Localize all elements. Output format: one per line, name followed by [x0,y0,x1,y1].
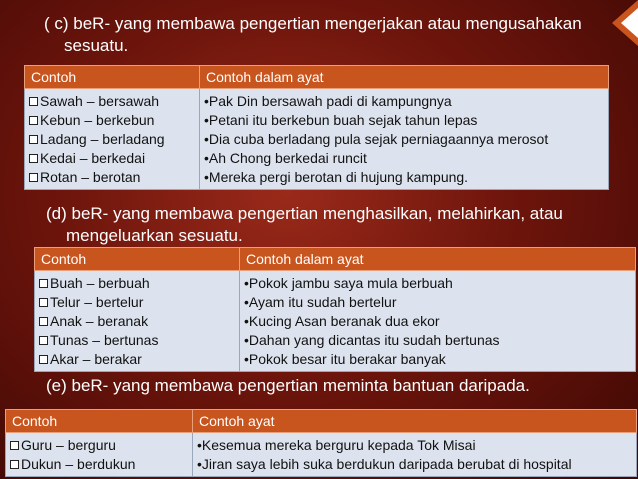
table-header-ayat: Contoh ayat [193,410,637,433]
sentence-item: •Pokok besar itu berakar banyak [244,351,446,367]
sentence-item: •Dia cuba berladang pula sejak perniagaannya merosot [204,131,549,147]
list-item: Kedai – berkedai [29,149,195,168]
table-header-row [25,66,609,89]
checkbox-bullet-icon [39,355,48,364]
sentence-item: •Pokok jambu saya mula berbuah [244,275,453,291]
sentence-item: •Ah Chong berkedai runcit [204,150,367,166]
sentence-item: •Kesemua mereka berguru kepada Tok Misai [197,437,476,453]
table-header-contoh: Contoh [35,248,240,271]
table-header-contoh: Contoh [25,66,200,89]
section-c-heading-line1: ( c) beR- yang membawa pengertian mengerjakan atau mengusahakan [44,14,582,33]
checkbox-bullet-icon [10,441,19,450]
examples-cell [25,89,200,190]
examples-cell [6,433,193,477]
sentence-item: •Kucing Asan beranak dua ekor [244,313,440,329]
checkbox-bullet-icon [29,173,38,182]
table-header-ayat: Contoh dalam ayat [240,248,636,271]
list-item: Guru – berguru [10,436,188,455]
table-row [35,271,636,372]
sentences-cell [193,433,637,477]
sentence-item: •Pak Din bersawah padi di kampungnya [204,93,452,109]
table-row [25,89,609,190]
sentence-item: •Ayam itu sudah bertelur [244,294,397,310]
sentence-item: •Jiran saya lebih suka berdukun daripada berubat di hospital [197,456,572,472]
table-row [6,433,637,477]
list-item: Tunas – bertunas [39,331,235,350]
list-item: Rotan – berotan [29,168,195,187]
table-header-row [6,410,637,433]
checkbox-bullet-icon [39,336,48,345]
section-c-heading-line2: sesuatu. [64,36,129,55]
section-d-heading [46,203,563,247]
table-header-row [35,248,636,271]
list-item: Dukun – berdukun [10,455,188,474]
checkbox-bullet-icon [39,298,48,307]
checkbox-bullet-icon [29,116,38,125]
examples-cell [35,271,240,372]
checkbox-bullet-icon [39,279,48,288]
section-e-heading-line1: (e) beR- yang membawa pengertian meminta bantuan daripada. [46,376,530,395]
list-item: Akar – berakar [39,350,235,369]
table-header-ayat: Contoh dalam ayat [200,66,609,89]
checkbox-bullet-icon [10,460,19,469]
list-item: Kebun – berkebun [29,111,195,130]
section-d-heading-line2: mengeluarkan sesuatu. [66,226,243,245]
list-item: Anak – beranak [39,312,235,331]
table-header-contoh: Contoh [6,410,193,433]
sentence-item: •Mereka pergi berotan di hujung kampung. [204,169,469,185]
sentences-cell [240,271,636,372]
section-d-table [34,247,636,372]
section-c-heading [44,13,582,57]
sentence-item: •Petani itu berkebun buah sejak tahun lepas [204,112,478,128]
list-item: Sawah – bersawah [29,92,195,111]
checkbox-bullet-icon [29,135,38,144]
checkbox-bullet-icon [29,154,38,163]
section-d-heading-line1: (d) beR- yang membawa pengertian menghasilkan, melahirkan, atau [46,204,563,223]
section-e-heading [46,375,530,397]
sentence-item: •Dahan yang dicantas itu sudah bertunas [244,332,500,348]
section-e-table [5,409,637,477]
section-c-table [24,65,609,190]
list-item: Telur – bertelur [39,293,235,312]
checkbox-bullet-icon [39,317,48,326]
checkbox-bullet-icon [29,97,38,106]
list-item: Buah – berbuah [39,274,235,293]
list-item: Ladang – berladang [29,130,195,149]
sentences-cell [200,89,609,190]
